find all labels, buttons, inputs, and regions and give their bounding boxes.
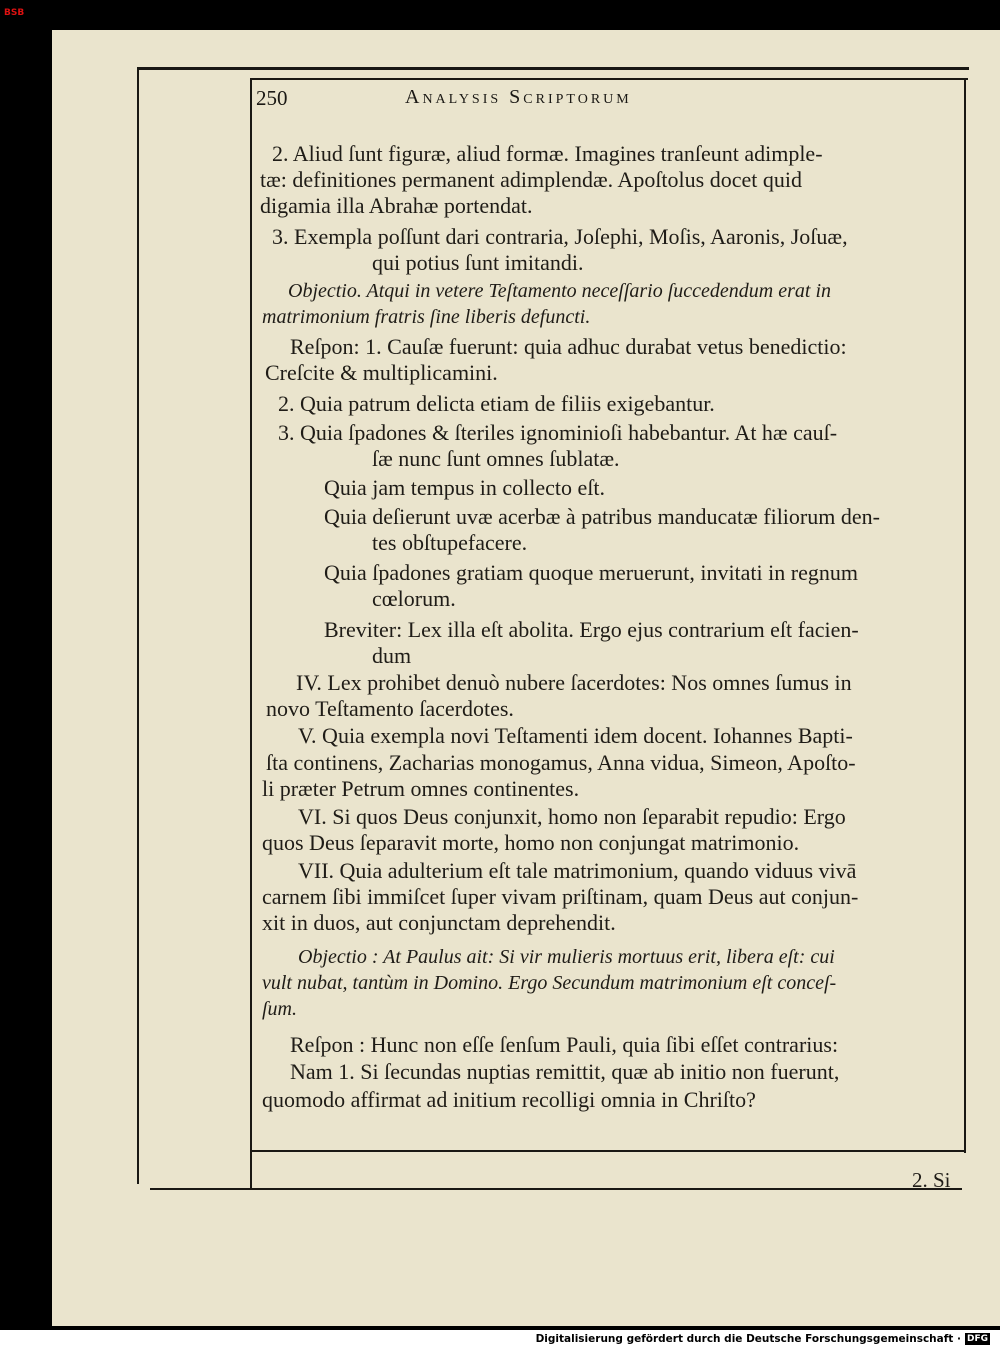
- text-line: ſæ nunc ſunt omnes ſublatæ.: [372, 446, 620, 471]
- text-line: li præter Petrum omnes continentes.: [262, 776, 580, 801]
- text-line: Creſcite & multiplicamini.: [265, 360, 498, 385]
- text-line: Objectio. Atqui in vetere Teſtamento neceſſario ſuccedendum erat in: [288, 280, 832, 302]
- text-line: 2. Aliud ſunt figuræ, aliud formæ. Imagines tranſeunt adimple-: [272, 141, 823, 166]
- left-inner-rule: [250, 78, 252, 1190]
- footer-bar: [0, 1330, 1000, 1349]
- text-line: dum: [372, 643, 412, 668]
- right-rule: [964, 78, 966, 1153]
- bottom-rule: [150, 1188, 962, 1190]
- text-line: 3. Exempla poſſunt dari contraria, Joſephi, Moſis, Aaronis, Joſuæ,: [272, 224, 848, 249]
- text-line: digamia illa Abrahæ portendat.: [260, 193, 533, 218]
- text-line: IV. Lex prohibet denuò nubere ſacerdotes: Nos omnes ſumus in: [296, 670, 852, 695]
- funding-note: Digitalisierung gefördert durch die Deutsche Forschungsgemeinschaft ·: [535, 1333, 961, 1345]
- top-rule: [137, 67, 969, 70]
- text-line: 2. Quia patrum delicta etiam de filiis exigebantur.: [278, 391, 715, 416]
- text-line: cœlorum.: [372, 586, 456, 611]
- left-outer-rule: [137, 67, 139, 1184]
- text-line: V. Quia exempla novi Teſtamenti idem docent. Iohannes Bapti-: [298, 723, 853, 748]
- page-number: 250: [256, 86, 288, 110]
- dfg-logo: DFG: [966, 1334, 988, 1344]
- text-line: Reſpon : Hunc non eſſe ſenſum Pauli, quia ſibi eſſet contrarius:: [290, 1032, 839, 1057]
- bsb-watermark: BSB: [4, 8, 25, 18]
- text-line: Quia jam tempus in collecto eſt.: [324, 475, 606, 500]
- text-line: VI. Si quos Deus conjunxit, homo non ſeparabit repudio: Ergo: [298, 804, 846, 829]
- text-line: ſta continens, Zacharias monogamus, Anna vidua, Simeon, Apoſto-: [266, 750, 856, 775]
- text-line: quomodo affirmat ad initium recolligi omnia in Chriſto?: [262, 1087, 756, 1112]
- text-line: tes obſtupefacere.: [372, 530, 528, 555]
- text-line: Nam 1. Si ſecundas nuptias remittit, quæ ab initio non fuerunt,: [290, 1059, 840, 1084]
- text-line: ſum.: [262, 998, 297, 1020]
- text-line: Reſpon: 1. Cauſæ fuerunt: quia adhuc durabat vetus benedictio:: [290, 334, 847, 359]
- text-line: Quia ſpadones gratiam quoque meruerunt, invitati in regnum: [324, 560, 858, 585]
- header-rule: [252, 78, 968, 80]
- text-line: qui potius ſunt imitandi.: [372, 250, 584, 275]
- text-line: matrimonium fratris ſine liberis defuncti.: [262, 306, 591, 328]
- text-line: Quia deſierunt uvæ acerbæ à patribus manducatæ filiorum den-: [324, 504, 880, 529]
- text-line: Breviter: Lex illa eſt abolita. Ergo ejus contrarium eſt facien-: [324, 617, 859, 642]
- text-line: VII. Quia adulterium eſt tale matrimonium, quando viduus vivā: [298, 858, 857, 883]
- text-line: carnem ſibi immiſcet ſuper vivam priſtinam, quam Deus aut conjun-: [262, 884, 859, 909]
- text-line: tæ: definitiones permanent adimplendæ. Apoſtolus docet quid: [260, 167, 802, 192]
- catchword: 2. Si: [912, 1168, 951, 1192]
- text-line: xit in duos, aut conjunctam deprehendit.: [262, 910, 616, 935]
- running-title: Analysis Scriptorum: [405, 86, 632, 108]
- text-line: vult nubat, tantùm in Domino. Ergo Secundum matrimonium eſt conceſ-: [262, 972, 837, 994]
- text-line: 3. Quia ſpadones & ſteriles ignominioſi habebantur. At hæ cauſ-: [278, 420, 838, 445]
- text-line: quos Deus ſeparavit morte, homo non conjungat matrimonio.: [262, 830, 800, 855]
- text-line: Objectio : At Paulus ait: Si vir mulieris mortuus erit, libera eſt: cui: [298, 946, 835, 968]
- text-line: novo Teſtamento ſacerdotes.: [266, 696, 514, 721]
- text-bottom-rule: [252, 1150, 966, 1152]
